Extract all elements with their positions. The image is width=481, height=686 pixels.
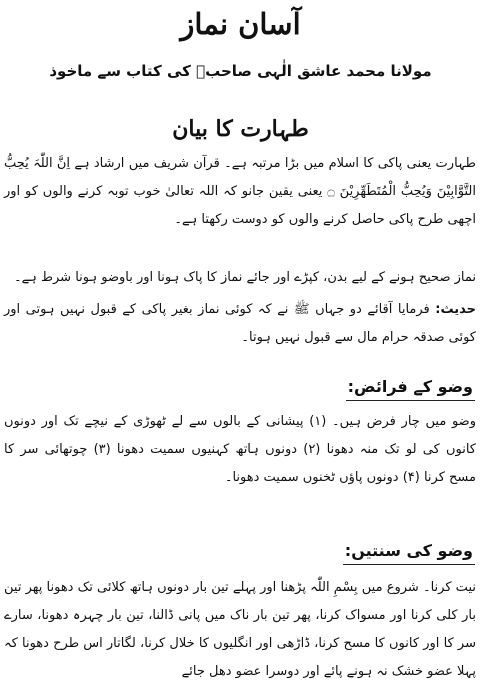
namaz-condition-block <box>4 264 476 292</box>
faraid-text: وضو میں چار فرض ہیں۔ (۱) پیشانی کے بالوں سے لے ٹھوڑی کے نیچے تک اور دونوں کانوں کی لو تک منہ دھونا (۲) دونوں ہاتھ کہنیوں سمیت دھونا (۳) چوتھائی سر کا مسح کرنا (۴) دونوں پاؤں ٹخنوں سمیت دھونا۔ <box>4 414 476 485</box>
hadith-paragraph <box>4 296 476 352</box>
section-heading: طہارت کا بیان <box>172 116 309 142</box>
sunnatein-block <box>4 574 476 686</box>
hadith-text: فرمایا آقائے دو جہاں ﷺ نے کہ کوئی نماز بغیر پاکی کے قبول نہیں ہوتی اور کوئی صدقہ حرام مال سے قبول نہیں ہوتا۔ <box>4 302 476 345</box>
intro-paragraph-block <box>4 150 476 234</box>
book-title: آسان نماز <box>180 7 301 41</box>
hadith-label: حدیث: <box>435 302 476 317</box>
faraid-title: وضو کے فرائض: <box>346 374 475 401</box>
sunnatein-text: نیت کرنا۔ شروع میں بِسْمِ اللّٰہ پڑھنا اور پہلے تین بار دونوں ہاتھ کلائی تک دھونا پھر تین بار کلی کرنا اور مسواک کرنا، پھر تین بار ناک میں پانی ڈالنا، تین بار چہرہ دھونا، سارے سر کا اور کانوں کا مسح کرنا، ڈاڑھی اور انگلیوں کا خلال کرنا، لگاتار اس طرح دھونا کہ پہلا عضو خشک نہ ہونے پائے اور دوسرا عضو دھل جائے <box>4 580 476 679</box>
book-subtitle: مولانا محمد عاشق الٰہی صاحبؒ کی کتاب سے ماخوذ <box>49 62 432 80</box>
faraid-block <box>4 408 476 492</box>
intro-paragraph: طہارت یعنی پاکی کا اسلام میں بڑا مرتبہ ہے۔ قرآن شریف میں ارشاد ہے اِنَّ اللّٰہَ یُحِبُّ التَّوَّابِیْنَ وَیُحِبُّ الْمُتَطَھِّرِیْنَ ۝ یعنی یقین جانو کہ اللہ تعالیٰ خوب توبہ کرنے والوں کو اور اچھی طرح پاکی حاصل کرنے والوں کو دوست رکھتا ہے۔ <box>4 156 476 227</box>
hadith-block <box>4 296 476 352</box>
sunnatein-title: وضو کی سنتیں: <box>343 538 475 565</box>
namaz-condition-line: نماز صحیح ہونے کے لیے بدن، کپڑے اور جائے نماز کا پاک ہونا اور باوضو ہونا شرط ہے۔ <box>13 270 476 285</box>
